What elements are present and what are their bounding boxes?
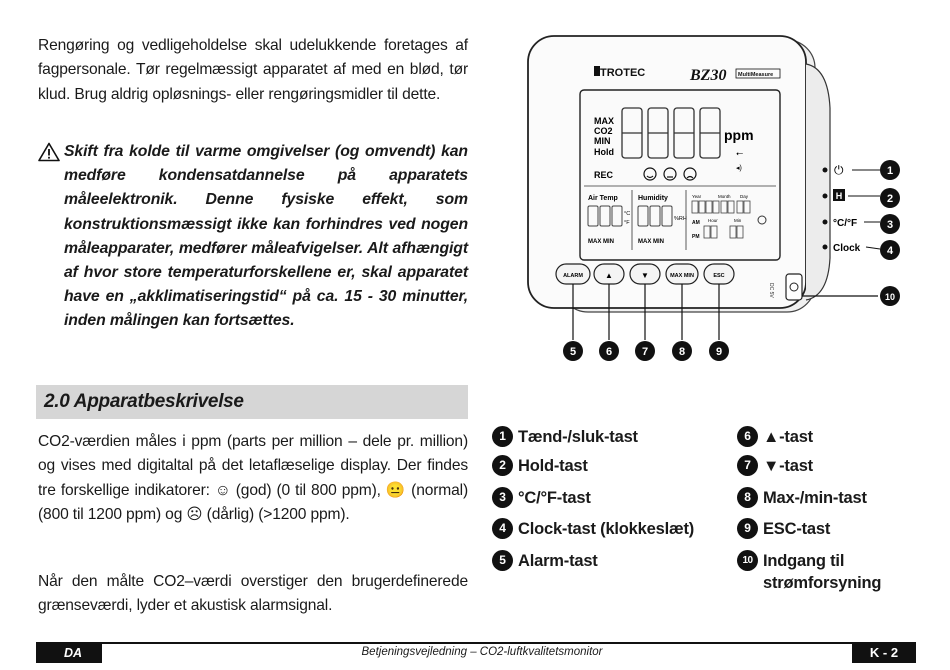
brand-logo: TROTEC [600, 67, 646, 79]
dc-label: DC 5V [768, 283, 774, 298]
legend-item-3: 3 °C/°F-tast [492, 487, 591, 509]
section-heading-bar [36, 385, 468, 419]
legend-item-7: 7 ▼-tast [737, 455, 813, 477]
svg-text:2: 2 [886, 193, 894, 205]
svg-text:Year: Year [692, 194, 702, 199]
intro-paragraph: Rengøring og vedligeholdelse skal udelukkende foretages af fagpersonale. Tør regelmæssigt apparatet af med en blød, tør klud. Brug aldrig opløsnings- eller rengøringsmidler til dette. [38, 37, 468, 103]
svg-text:▲: ▲ [605, 271, 613, 280]
svg-text:9: 9 [715, 346, 723, 358]
clock-label: Clock [833, 243, 861, 254]
description-paragraph: CO2-værdien måles i ppm (parts per million – dele pr. million) og vises med digitaltal på det letaflæselige display. Der findes tre forskellige indikatorer: ☺ (god) (0 til 800 ppm), 😐 (normal) (800 til 1200 ppm) og ☹ (dårlig) (>1200 ppm). [38, 433, 468, 524]
legend-item-1: 1 Tænd-/sluk-tast [492, 426, 638, 448]
svg-text:6: 6 [605, 346, 613, 358]
svg-text:AM: AM [692, 220, 700, 226]
legend-item-8: 8 Max-/min-tast [737, 487, 867, 509]
svg-text:%RH: %RH [674, 216, 687, 222]
bottom-callouts [563, 341, 729, 361]
svg-text:Min: Min [734, 218, 742, 223]
svg-text:ALARM: ALARM [563, 273, 583, 279]
warning-text: Skift fra kolde til varme omgivelser (og omvendt) kan medføre kondensatdannelse på apparatets måleelektronik. Denne fysiske effekt, som konstruktionsmæssigt ikke kan forhindres ved nogen måleapparater, medfører måleafvigelser. Alt afhængigt af hvor store temperaturforskellene er, skal apparatet have en „akklimatiseringstid“ på ca. 15 - 30 minutter, inden målingen kan fortsættes. [64, 143, 468, 330]
section-title: 2.0 Apparatbeskrivelse [44, 391, 244, 412]
lcd-min-label: MIN [594, 136, 611, 146]
lcd-ppm-label: ppm [724, 127, 754, 143]
page-number: K - 2 [852, 643, 916, 663]
svg-text:1: 1 [886, 165, 894, 177]
legend-item-6: 6 ▲-tast [737, 426, 813, 448]
svg-text:3: 3 [886, 219, 894, 231]
alarm-paragraph: Når den målte CO2–værdi overstiger den brugerdefinerede grænseværdi, lyder et akustisk alarmsignal. [38, 573, 468, 615]
footer-title: Betjeningsvejledning – CO2-luftkvalitetsmonitor [361, 646, 603, 658]
svg-text:4: 4 [886, 245, 894, 257]
device-side [806, 64, 830, 300]
svg-text:PM: PM [692, 234, 700, 240]
legend-item-4: 4 Clock-tast (klokkeslæt) [492, 518, 694, 540]
svg-text:MAX MIN: MAX MIN [670, 273, 694, 279]
lcd-max-label: MAX [594, 116, 614, 126]
svg-text:10: 10 [884, 292, 896, 302]
legend-item-10: 10 Indgang til strømforsyning [737, 550, 881, 594]
device-illustration [508, 28, 928, 373]
lcd-humidity-label: Humidity [638, 195, 668, 202]
footer-rule [36, 642, 916, 644]
legend-item-2: 2 Hold-tast [492, 455, 588, 477]
hold-label: H [835, 191, 843, 201]
svg-text:ESC: ESC [713, 273, 725, 279]
svg-text:5: 5 [569, 346, 577, 358]
model-logo: BZ30 [690, 67, 727, 84]
lcd-hold-label: Hold [594, 147, 614, 157]
warning-block [38, 140, 468, 334]
lcd-rec-label: REC [594, 170, 614, 180]
lcd-air-temp-label: Air Temp [588, 195, 618, 202]
unit-label: °C/°F [833, 218, 858, 229]
svg-text:Day: Day [740, 194, 749, 199]
svg-text:Hour: Hour [708, 218, 718, 223]
svg-text:7: 7 [641, 346, 649, 358]
model-sub: MultiMeasure [738, 72, 774, 78]
usb-icon: ⭠ [736, 148, 744, 158]
svg-text:8: 8 [678, 346, 686, 358]
power-label: ⏻ [834, 163, 844, 177]
power-jack [786, 274, 802, 300]
legend-item-9: 9 ESC-tast [737, 518, 830, 540]
svg-text:°C: °C [624, 211, 631, 217]
speaker-icon: ◂) [736, 165, 742, 172]
svg-text:MAX MIN: MAX MIN [638, 239, 664, 245]
svg-text:MAX MIN: MAX MIN [588, 239, 614, 245]
svg-text:▼: ▼ [641, 271, 649, 280]
svg-text:°F: °F [624, 220, 630, 226]
legend-item-5: 5 Alarm-tast [492, 550, 598, 572]
footer-language: DA [36, 643, 102, 663]
warning-triangle-icon [38, 142, 60, 162]
lcd-co2-label: CO2 [594, 126, 613, 136]
svg-text:Month: Month [718, 194, 731, 199]
